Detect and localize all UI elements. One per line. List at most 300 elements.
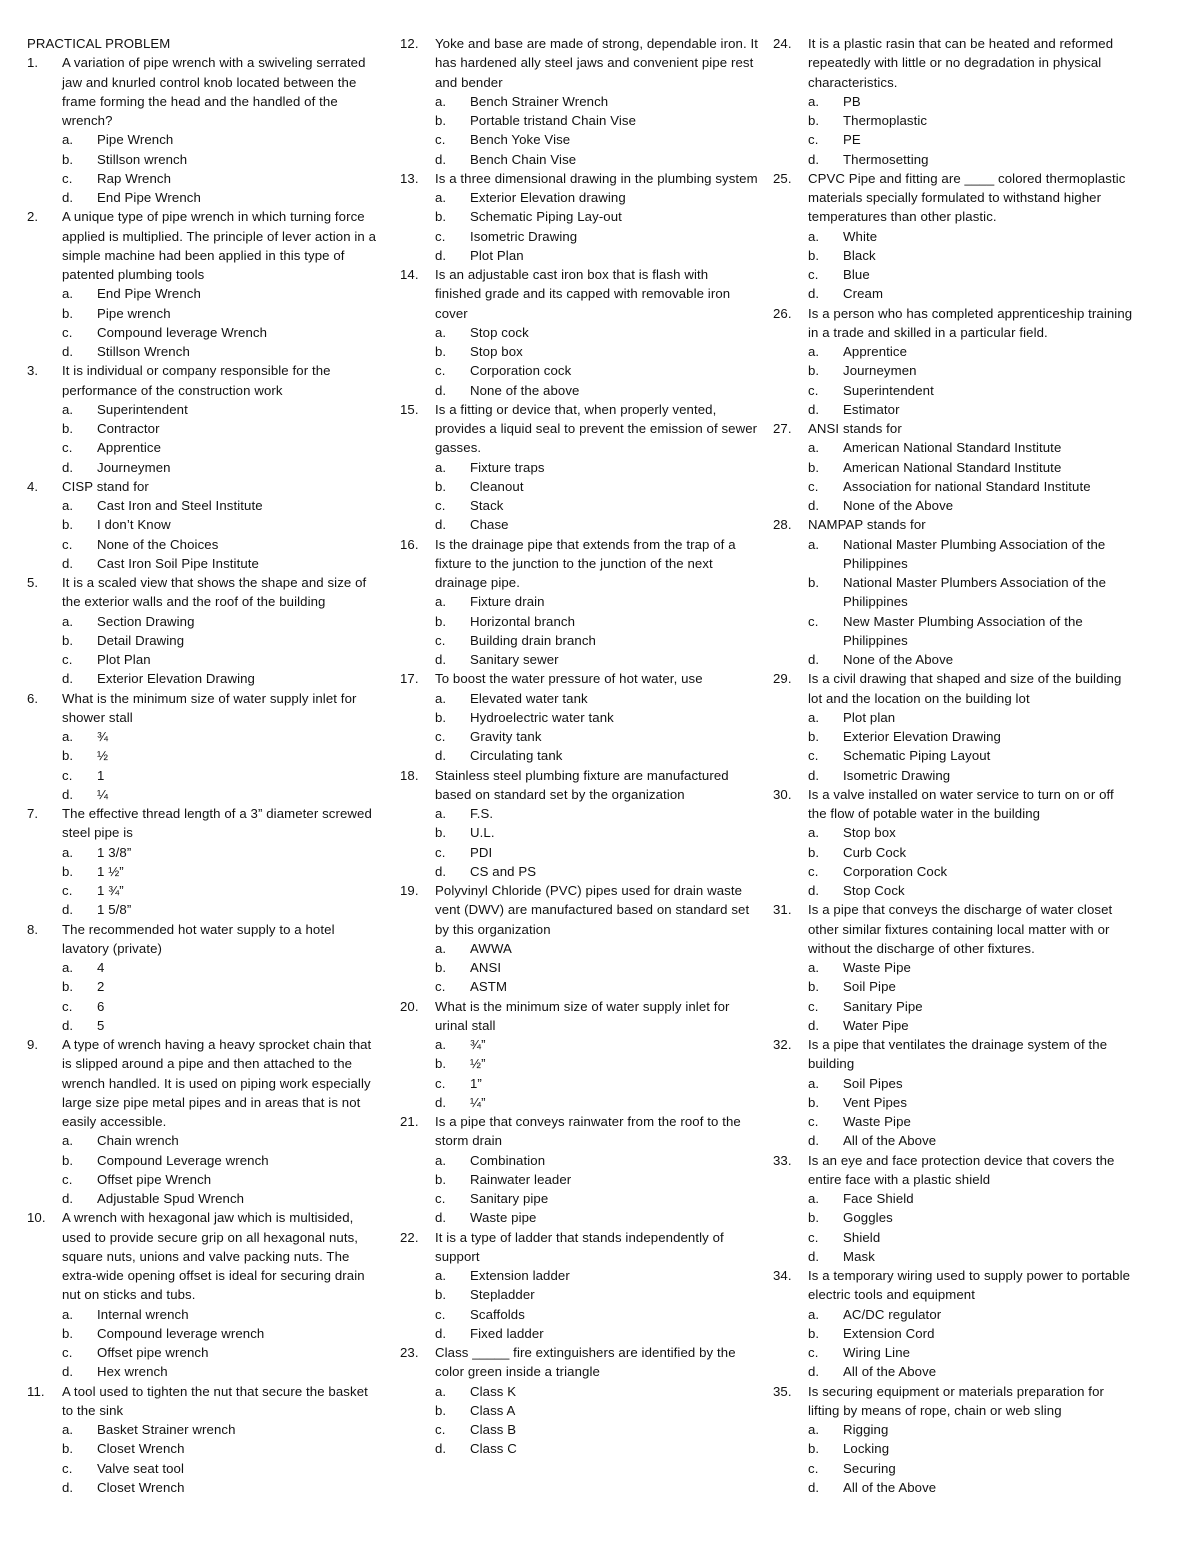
question xyxy=(773,1151,1135,1190)
answer-option xyxy=(400,130,758,149)
question-number: 28. xyxy=(773,517,792,533)
question-number: 34. xyxy=(773,1268,792,1283)
option-letter: b. xyxy=(808,247,820,263)
option-letter: b. xyxy=(435,209,447,225)
option-letter: c. xyxy=(62,767,73,783)
answer-option xyxy=(27,1305,382,1324)
option-text: 1 3/8” xyxy=(97,844,132,860)
answer-option xyxy=(27,535,382,554)
option-text: 4 xyxy=(97,960,105,975)
option-letter: d. xyxy=(62,671,74,687)
option-letter: d. xyxy=(435,151,447,167)
option-letter: a. xyxy=(435,1037,447,1052)
option-letter: b. xyxy=(435,613,447,629)
option-text: Offset pipe wrench xyxy=(97,1345,209,1360)
answer-option xyxy=(27,1459,382,1478)
option-text: Compound leverage wrench xyxy=(97,1325,265,1341)
option-text: Closet Wrench xyxy=(97,1441,185,1457)
option-letter: b. xyxy=(808,1325,820,1341)
answer-option xyxy=(773,1478,1135,1497)
option-letter: b. xyxy=(435,344,447,359)
answer-option xyxy=(773,1247,1135,1266)
answer-option xyxy=(400,1305,758,1324)
option-letter: a. xyxy=(62,729,74,744)
question-text: Polyvinyl Chloride (PVC) pipes used for drain waste vent (DWV) are manufactured based on standard set by this organization xyxy=(435,883,750,937)
question-number: 12. xyxy=(400,36,419,51)
option-text: Sanitary sewer xyxy=(470,652,559,667)
answer-option xyxy=(400,823,758,842)
option-text: Stop box xyxy=(843,825,896,841)
option-letter: a. xyxy=(808,1306,820,1322)
option-letter: a. xyxy=(808,344,820,359)
question-number: 9. xyxy=(27,1037,39,1052)
answer-option xyxy=(27,1151,382,1170)
question-number: 25. xyxy=(773,170,792,186)
answer-option xyxy=(27,284,382,303)
question xyxy=(400,1228,758,1267)
option-letter: c. xyxy=(62,440,73,456)
option-letter: d. xyxy=(808,1248,820,1264)
question-text: Is a pipe that conveys rainwater from the roof to the storm drain xyxy=(435,1114,741,1149)
answer-option xyxy=(27,843,382,862)
option-text: 1” xyxy=(470,1075,482,1091)
answer-option xyxy=(400,1439,758,1458)
question-text: Is a civil drawing that shaped and size of the building lot and the location on the building lot xyxy=(808,671,1122,706)
answer-option xyxy=(27,496,382,515)
question-number: 3. xyxy=(27,363,39,379)
question-text: Is a fitting or device that, when properly vented, provides a liquid seal to prevent the emission of sewer gasses. xyxy=(435,401,758,456)
option-letter: b. xyxy=(62,863,74,879)
option-text: National Master Plumbers Association of the Philippines xyxy=(843,575,1107,610)
answer-option xyxy=(400,727,758,746)
answer-option xyxy=(773,361,1135,380)
option-letter: c. xyxy=(62,883,73,898)
option-text: Class C xyxy=(470,1441,517,1457)
answer-option xyxy=(400,458,758,477)
option-text: Fixture traps xyxy=(470,459,545,475)
option-text: Bench Chain Vise xyxy=(470,151,577,167)
option-text: Water Pipe xyxy=(843,1017,909,1033)
question-text: Is a pipe that ventilates the drainage system of the building xyxy=(808,1037,1108,1072)
option-letter: d. xyxy=(808,652,820,667)
question-text: Is a person who has completed apprenticeship training in a trade and skilled in a particular field. xyxy=(808,305,1133,340)
option-letter: a. xyxy=(62,286,74,302)
option-text: Scaffolds xyxy=(470,1306,525,1322)
option-letter: d. xyxy=(435,652,447,667)
question-number: 4. xyxy=(27,478,39,494)
answer-option xyxy=(773,997,1135,1016)
option-letter: d. xyxy=(62,786,74,802)
answer-option xyxy=(400,1324,758,1343)
option-letter: c. xyxy=(62,324,73,340)
option-letter: a. xyxy=(62,132,74,148)
answer-option xyxy=(773,977,1135,996)
question-number: 19. xyxy=(400,883,419,898)
answer-option xyxy=(400,804,758,823)
option-letter: d. xyxy=(62,902,74,918)
question xyxy=(400,535,758,593)
answer-option xyxy=(27,727,382,746)
question xyxy=(773,34,1135,92)
option-text: Locking xyxy=(843,1441,890,1457)
option-letter: b. xyxy=(435,825,447,841)
answer-option xyxy=(400,1401,758,1420)
answer-option xyxy=(773,727,1135,746)
question-number: 15. xyxy=(400,401,419,417)
answer-option xyxy=(27,1343,382,1362)
option-letter: c. xyxy=(808,748,819,764)
option-text: Horizontal branch xyxy=(470,613,576,629)
option-letter: c. xyxy=(62,1345,73,1360)
option-text: CS and PS xyxy=(470,863,537,879)
option-text: Fixed ladder xyxy=(470,1325,544,1341)
option-text: All of the Above xyxy=(843,1364,937,1380)
option-text: Cast Iron and Steel Institute xyxy=(97,498,263,513)
option-text: 1 xyxy=(97,767,105,783)
option-letter: c. xyxy=(435,1191,446,1206)
question-text: The recommended hot water supply to a hotel lavatory (private) xyxy=(62,921,335,956)
option-text: I don’t Know xyxy=(97,517,171,533)
answer-option xyxy=(27,746,382,765)
answer-option xyxy=(773,746,1135,765)
option-letter: b. xyxy=(62,979,74,995)
option-text: Waste pipe xyxy=(470,1210,537,1226)
option-text: 2 xyxy=(97,979,105,995)
question-text: A type of wrench having a heavy sprocket chain that is slipped around a pipe and then attached to the wrench handled. It is used on piping work especially large size pipe metal pipes and in areas that is not easily accessible. xyxy=(62,1037,372,1129)
answer-option xyxy=(773,130,1135,149)
option-text: Stop cock xyxy=(470,324,529,340)
answer-option xyxy=(400,843,758,862)
option-letter: d. xyxy=(808,151,820,167)
option-text: AWWA xyxy=(470,940,512,956)
option-text: Bench Yoke Vise xyxy=(470,132,571,148)
option-letter: a. xyxy=(808,709,820,725)
question xyxy=(773,900,1135,958)
answer-option xyxy=(27,323,382,342)
option-letter: b. xyxy=(808,1210,820,1226)
option-letter: c. xyxy=(62,170,73,186)
answer-option xyxy=(27,1439,382,1458)
question xyxy=(773,669,1135,708)
question xyxy=(400,766,758,805)
question-text: Is a valve installed on water service to turn on or off the flow of potable water in the building xyxy=(808,786,1114,821)
answer-option xyxy=(773,150,1135,169)
option-letter: c. xyxy=(435,228,446,244)
option-text: Detail Drawing xyxy=(97,632,185,648)
option-letter: a. xyxy=(808,1075,820,1091)
option-letter: d. xyxy=(62,1191,74,1206)
option-text: PB xyxy=(843,93,861,109)
option-text: Stillson wrench xyxy=(97,151,188,167)
option-text: Gravity tank xyxy=(470,729,542,744)
answer-option xyxy=(400,1074,758,1093)
question xyxy=(27,53,382,130)
question xyxy=(27,804,382,843)
question xyxy=(400,400,758,458)
option-text: End Pipe Wrench xyxy=(97,190,201,205)
answer-option xyxy=(773,958,1135,977)
option-letter: c. xyxy=(62,1171,73,1187)
option-text: Pipe Wrench xyxy=(97,132,174,148)
option-text: Closet Wrench xyxy=(97,1479,185,1495)
option-letter: a. xyxy=(62,960,74,975)
question-number: 17. xyxy=(400,671,419,687)
option-letter: a. xyxy=(62,401,74,417)
answer-option xyxy=(400,1035,758,1054)
answer-option xyxy=(400,323,758,342)
option-text: Apprentice xyxy=(97,440,162,456)
question-number: 14. xyxy=(400,267,419,282)
option-text: Face Shield xyxy=(843,1191,914,1206)
option-text: Compound Leverage wrench xyxy=(97,1152,269,1168)
question-number: 26. xyxy=(773,305,792,321)
question-text: It is a scaled view that shows the shape and size of the exterior walls and the roof of the building xyxy=(62,575,367,610)
answer-option xyxy=(773,1362,1135,1381)
answer-option xyxy=(773,496,1135,515)
answer-option xyxy=(773,1343,1135,1362)
option-text: Rigging xyxy=(843,1422,889,1437)
question xyxy=(400,34,758,92)
option-text: Black xyxy=(843,247,876,263)
answer-option xyxy=(773,1074,1135,1093)
option-letter: b. xyxy=(62,1152,74,1168)
answer-option xyxy=(773,1324,1135,1343)
answer-option xyxy=(400,1285,758,1304)
answer-option xyxy=(773,535,1135,574)
question xyxy=(773,1035,1135,1074)
option-letter: b. xyxy=(808,844,820,860)
question-text: Is a three dimensional drawing in the plumbing system xyxy=(435,170,758,186)
answer-option xyxy=(27,997,382,1016)
question-number: 22. xyxy=(400,1229,419,1245)
answer-option xyxy=(400,227,758,246)
question-text: A wrench with hexagonal jaw which is multisided, used to provide secure grip on all hexagonal nuts, square nuts, unions and valve packing nuts. The extra-wide opening offset is ideal for securing drain nut on sticks and tubs. xyxy=(62,1210,365,1303)
option-letter: a. xyxy=(62,844,74,860)
answer-option xyxy=(400,1054,758,1073)
option-letter: c. xyxy=(808,1460,819,1476)
question-text: A variation of pipe wrench with a swiveling serrated jaw and knurled control knob located between the frame forming the head and the handled of the wrench? xyxy=(62,55,366,128)
option-letter: c. xyxy=(808,1114,819,1129)
option-letter: c. xyxy=(435,363,446,379)
option-letter: a. xyxy=(435,594,447,610)
answer-option xyxy=(27,958,382,977)
option-text: Contractor xyxy=(97,421,160,436)
option-text: New Master Plumbing Association of the Philippines xyxy=(843,613,1083,648)
answer-option xyxy=(400,361,758,380)
option-text: Chain wrench xyxy=(97,1133,179,1149)
answer-option xyxy=(773,1459,1135,1478)
option-letter: d. xyxy=(808,883,820,898)
option-letter: b. xyxy=(435,113,447,128)
option-text: Stop Cock xyxy=(843,883,905,898)
option-letter: d. xyxy=(62,459,74,475)
answer-option xyxy=(27,554,382,573)
option-letter: d. xyxy=(62,1364,74,1380)
option-letter: d. xyxy=(62,344,74,359)
option-text: Curb Cock xyxy=(843,844,907,860)
question xyxy=(773,785,1135,824)
answer-option xyxy=(773,227,1135,246)
option-text: Rap Wrench xyxy=(97,170,172,186)
answer-option xyxy=(27,900,382,919)
option-letter: a. xyxy=(808,536,820,552)
answer-option xyxy=(773,381,1135,400)
answer-option xyxy=(27,650,382,669)
answer-option xyxy=(400,1170,758,1189)
option-text: Chase xyxy=(470,517,509,533)
option-letter: a. xyxy=(808,825,820,841)
question-number: 29. xyxy=(773,671,792,687)
option-text: Isometric Drawing xyxy=(470,228,578,244)
question-text: CISP stand for xyxy=(62,478,149,494)
option-text: Class K xyxy=(470,1383,517,1399)
question-text: Yoke and base are made of strong, dependable iron. It has hardened ally steel jaws and convenient pipe rest and bender xyxy=(435,36,759,90)
option-letter: b. xyxy=(435,709,447,725)
option-text: Corporation cock xyxy=(470,363,572,379)
option-letter: d. xyxy=(435,247,447,263)
answer-option xyxy=(27,458,382,477)
question xyxy=(27,1208,382,1304)
option-letter: d. xyxy=(435,863,447,879)
option-letter: a. xyxy=(62,1422,74,1437)
answer-option xyxy=(27,881,382,900)
answer-option xyxy=(27,1362,382,1381)
answer-option xyxy=(400,1266,758,1285)
option-text: Sanitary pipe xyxy=(470,1191,549,1206)
option-text: Adjustable Spud Wrench xyxy=(97,1191,245,1206)
answer-option xyxy=(773,612,1135,651)
answer-option xyxy=(27,304,382,323)
answer-option xyxy=(27,1478,382,1497)
answer-option xyxy=(400,92,758,111)
question-text: Is a temporary wiring used to supply power to portable electric tools and equipment xyxy=(808,1268,1131,1303)
option-letter: b. xyxy=(62,1441,74,1457)
option-text: Basket Strainer wrench xyxy=(97,1422,236,1437)
question-text: It is a type of ladder that stands independently of support xyxy=(435,1229,724,1264)
question xyxy=(773,169,1135,227)
option-text: ASTM xyxy=(470,979,508,995)
answer-option xyxy=(27,785,382,804)
question-number: 24. xyxy=(773,36,792,51)
question xyxy=(400,169,758,188)
answer-option xyxy=(400,150,758,169)
answer-option xyxy=(27,438,382,457)
question-text: A tool used to tighten the nut that secure the basket to the sink xyxy=(62,1383,368,1418)
option-text: ¼” xyxy=(470,1094,486,1110)
question-text: It is individual or company responsible for the performance of the construction work xyxy=(62,363,331,398)
answer-option xyxy=(773,265,1135,284)
answer-option xyxy=(27,342,382,361)
option-text: Journeymen xyxy=(97,459,171,475)
option-text: Extension Cord xyxy=(843,1325,935,1341)
answer-option xyxy=(27,862,382,881)
answer-option xyxy=(773,881,1135,900)
option-letter: c. xyxy=(435,979,446,995)
option-text: Extension ladder xyxy=(470,1268,570,1283)
option-text: Waste Pipe xyxy=(843,1114,911,1129)
question xyxy=(400,265,758,323)
option-text: PE xyxy=(843,132,861,148)
question xyxy=(27,207,382,284)
option-letter: c. xyxy=(435,844,446,860)
question xyxy=(27,573,382,612)
answer-option xyxy=(27,1131,382,1150)
answer-option xyxy=(400,246,758,265)
option-letter: c. xyxy=(435,632,446,648)
option-text: Internal wrench xyxy=(97,1306,189,1322)
option-letter: c. xyxy=(62,536,73,552)
question-number: 16. xyxy=(400,536,419,552)
option-text: Exterior Elevation drawing xyxy=(470,190,626,205)
answer-option xyxy=(27,419,382,438)
answer-option xyxy=(400,207,758,226)
option-text: White xyxy=(843,228,878,244)
option-letter: b. xyxy=(435,1402,447,1418)
answer-option xyxy=(27,1189,382,1208)
answer-option xyxy=(27,188,382,207)
question-number: 1. xyxy=(27,55,39,71)
option-letter: c. xyxy=(62,998,73,1014)
option-letter: d. xyxy=(62,190,74,205)
option-letter: a. xyxy=(808,960,820,975)
option-letter: a. xyxy=(435,690,447,706)
answer-option xyxy=(400,1151,758,1170)
option-text: Sanitary Pipe xyxy=(843,998,923,1014)
option-letter: c. xyxy=(435,132,446,148)
option-letter: c. xyxy=(808,1345,819,1360)
option-text: Cast Iron Soil Pipe Institute xyxy=(97,555,259,571)
option-letter: b. xyxy=(435,1287,447,1303)
question-number: 2. xyxy=(27,209,39,225)
option-letter: c. xyxy=(808,267,819,282)
option-text: Class A xyxy=(470,1402,516,1418)
answer-option xyxy=(773,284,1135,303)
question xyxy=(27,1035,382,1131)
answer-option xyxy=(773,1093,1135,1112)
option-text: American National Standard Institute xyxy=(843,440,1062,456)
option-text: Hex wrench xyxy=(97,1364,168,1380)
question-number: 13. xyxy=(400,170,419,186)
answer-option xyxy=(773,246,1135,265)
option-text: Shield xyxy=(843,1229,881,1245)
question-text: It is a plastic rasin that can be heated and reformed repeatedly with little or no degradation in physical characteristics. xyxy=(808,36,1114,90)
answer-option xyxy=(773,1228,1135,1247)
option-text: Exterior Elevation Drawing xyxy=(843,729,1001,744)
question-number: 23. xyxy=(400,1345,419,1360)
option-letter: d. xyxy=(435,1325,447,1341)
option-letter: a. xyxy=(808,1191,820,1206)
question-text: Is the drainage pipe that extends from the trap of a fixture to the junction to the junction of the next drainage pipe. xyxy=(435,536,736,590)
option-text: Superintendent xyxy=(843,382,934,398)
option-text: 6 xyxy=(97,998,105,1014)
answer-option xyxy=(400,650,758,669)
option-text: Circulating tank xyxy=(470,748,563,764)
option-letter: b. xyxy=(808,113,820,128)
question-text: Is securing equipment or materials preparation for lifting by means of rope, chain or web sling xyxy=(808,1383,1105,1418)
option-text: ½” xyxy=(470,1056,486,1072)
option-letter: d. xyxy=(62,1017,74,1033)
option-text: 1 5/8” xyxy=(97,902,132,918)
option-text: None of the Above xyxy=(843,498,954,513)
option-letter: b. xyxy=(435,1171,447,1187)
option-text: Stop box xyxy=(470,344,523,359)
answer-option xyxy=(400,862,758,881)
option-text: Goggles xyxy=(843,1210,893,1226)
answer-option xyxy=(773,458,1135,477)
option-text: Thermoplastic xyxy=(843,113,928,128)
answer-option xyxy=(400,1093,758,1112)
question xyxy=(773,515,1135,534)
